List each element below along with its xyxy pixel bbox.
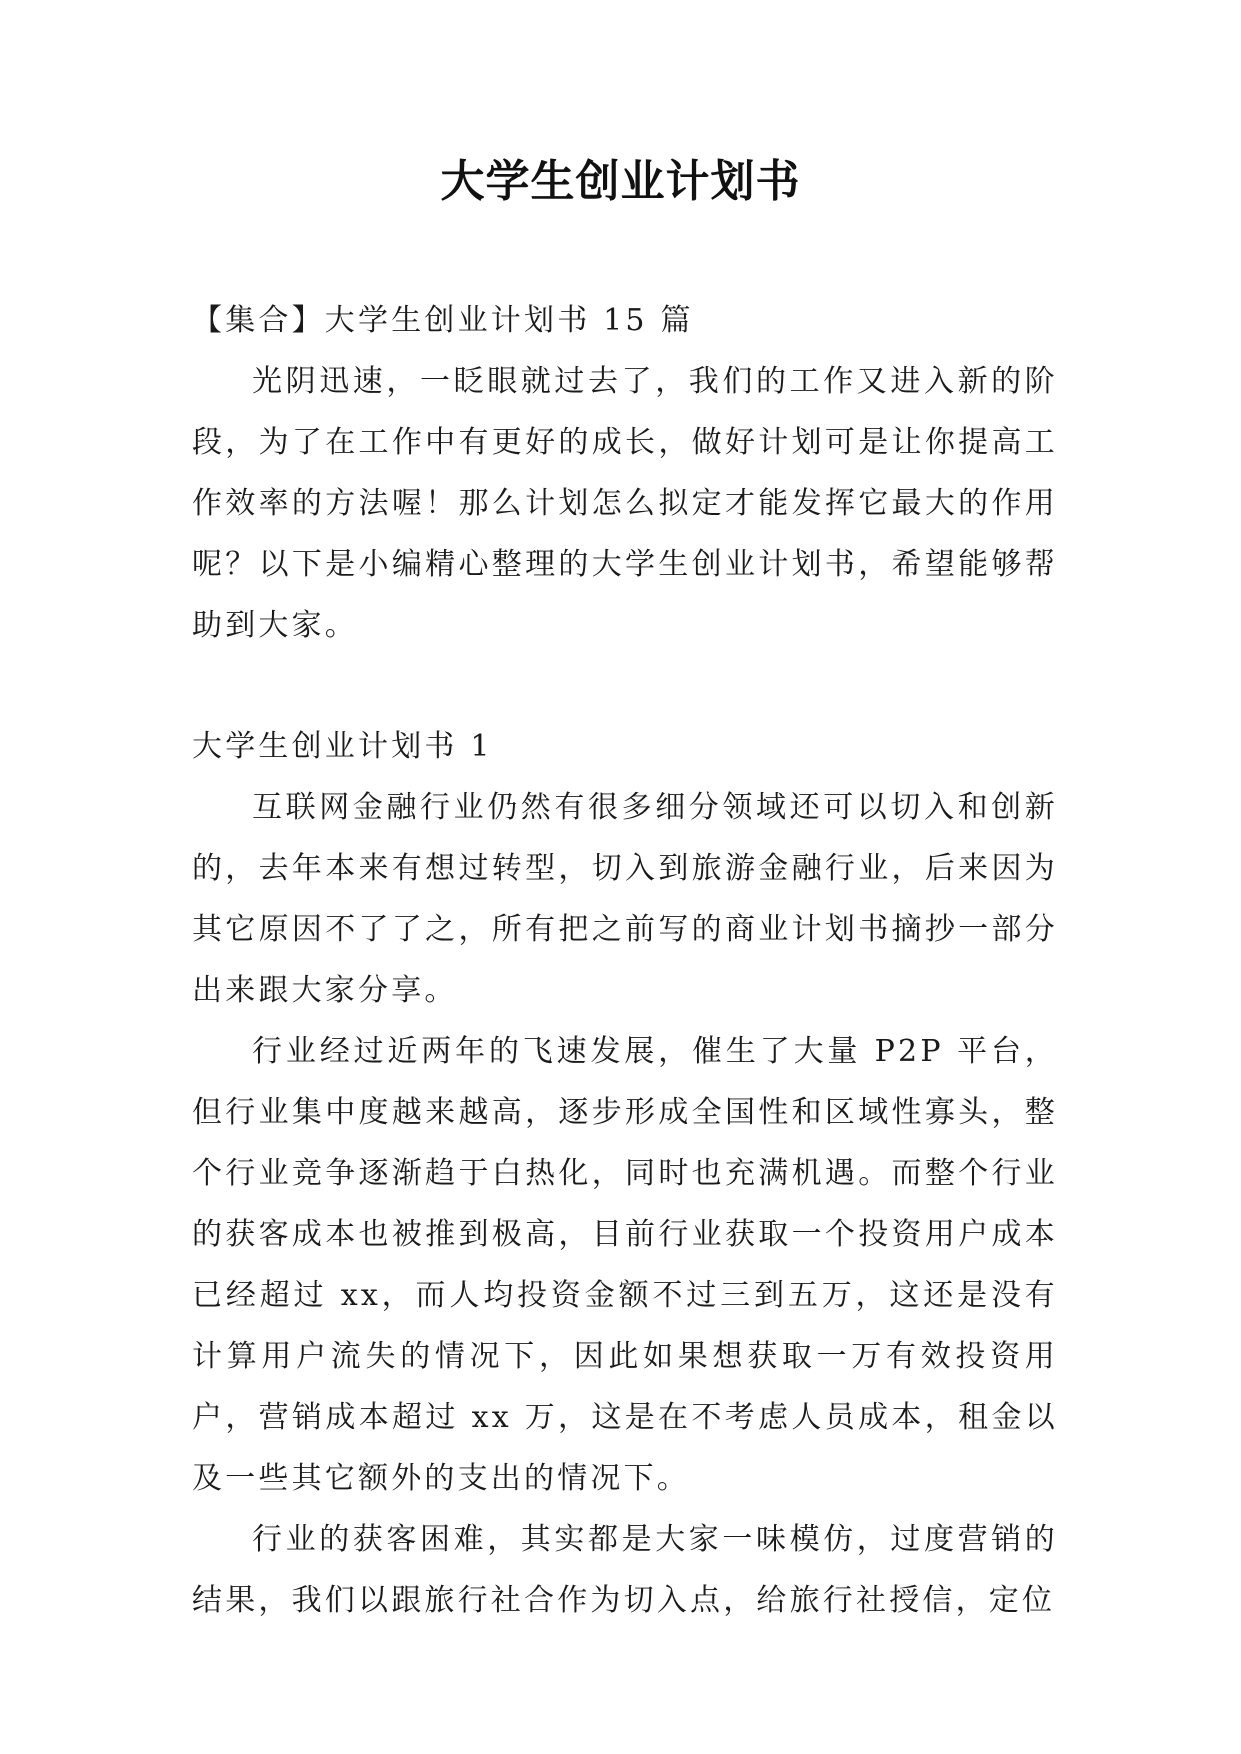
body-paragraph: 行业的获客困难，其实都是大家一味模仿，过度营销的结果，我们以跟旅行社合作为切入点，给旅行社授信，定位 (192, 1522, 1058, 1618)
document-body (192, 290, 1058, 1631)
body-paragraph: 行业经过近两年的飞速发展，催生了大量 P2P 平台，但行业集中度越来越高，逐步形成全国性和区域性寡头，整个行业竞争逐渐趋于白热化，同时也充满机遇。而整个行业的获客成本也被推到极高，目前行业获取一个投资用户成本已经超过 xx，而人均投资金额不过三到五万，这还是没有计算用户流失的情况下，因此如果想获取一万有效投资用户，营销成本超过 xx 万，这是在不考虑人员成本，租金以及一些其它额外的支出的情况下。 (192, 1034, 1058, 1496)
section-heading: 大学生创业计划书 1 (192, 729, 493, 764)
document-title: 大学生创业计划书 (440, 156, 801, 207)
intro-paragraph: 光阴迅速，一眨眼就过去了，我们的工作又进入新的阶段，为了在工作中有更好的成长，做好计划可是让你提高工作效率的方法喔！那么计划怎么拟定才能发挥它最大的作用呢？以下是小编精心整理的大学生创业计划书，希望能够帮助到大家。 (192, 364, 1058, 643)
collection-heading: 【集合】大学生创业计划书 15 篇 (192, 303, 694, 338)
body-paragraph: 互联网金融行业仍然有很多细分领域还可以切入和创新的，去年本来有想过转型，切入到旅游金融行业，后来因为其它原因不了了之，所有把之前写的商业计划书摘抄一部分出来跟大家分享。 (192, 790, 1058, 1008)
